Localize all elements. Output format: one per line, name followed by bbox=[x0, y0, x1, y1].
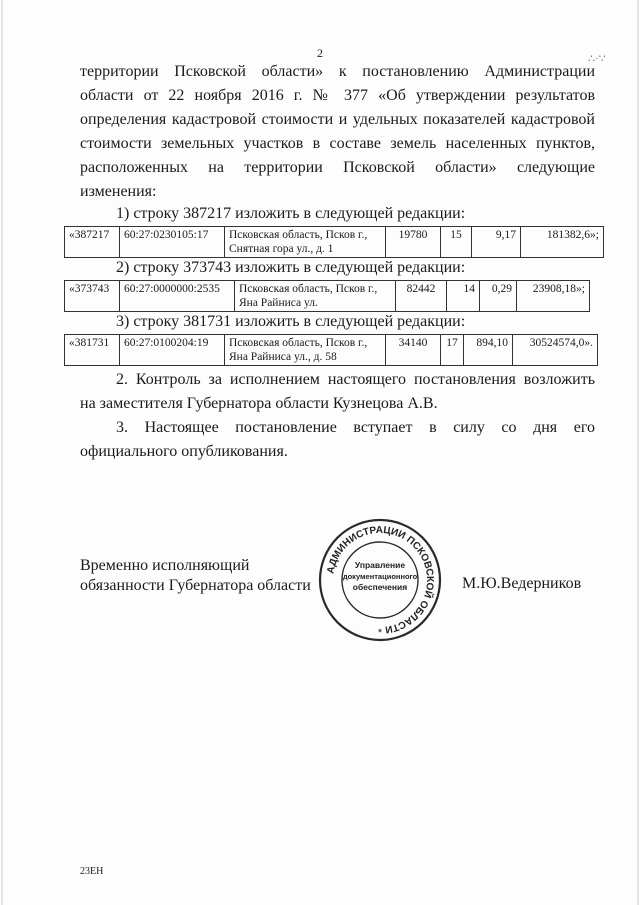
stamp-center-line: Управление bbox=[354, 560, 406, 570]
intro-paragraph bbox=[80, 60, 595, 204]
clause-line: 2. Контроль за исполнением настоящего постановления возложить bbox=[116, 371, 595, 388]
signer-title-line: Временно исполняющий bbox=[80, 557, 250, 574]
record-table bbox=[64, 226, 604, 258]
cadastral-number: 60:27:0100204:19 bbox=[120, 335, 225, 366]
record-id: «373743 bbox=[65, 281, 120, 312]
signer-name: М.Ю.Ведерников bbox=[462, 575, 582, 592]
value-cell: 82442 bbox=[396, 281, 447, 312]
cadastral-number: 60:27:0230105:17 bbox=[120, 227, 225, 258]
margin-scribble: ∴·∵ bbox=[588, 53, 606, 65]
item-heading: 3) строку 381731 изложить в следующей редакции: bbox=[116, 313, 466, 330]
intro-line: определения кадастровой стоимости и удельных показателей кадастровой bbox=[80, 111, 595, 128]
stamp-star: * bbox=[377, 627, 383, 639]
item-heading: 1) строку 387217 изложить в следующей редакции: bbox=[116, 205, 466, 222]
address-line: Псковская область, Псков г., bbox=[239, 283, 378, 295]
official-stamp bbox=[318, 518, 442, 642]
record-table bbox=[64, 334, 598, 366]
item-heading: 2) строку 373743 изложить в следующей редакции: bbox=[116, 259, 466, 276]
stamp-ring-text: АДМИНИСТРАЦИИ ПСКОВСКОЙ ОБЛАСТИ bbox=[325, 524, 436, 635]
record-id: «381731 bbox=[65, 335, 120, 366]
intro-line: стоимости земельных участков в составе земель населенных пунктов, bbox=[80, 135, 595, 152]
record-id: «387217 bbox=[65, 227, 120, 258]
intro-line: расположенных на территории Псковской области» следующие bbox=[80, 159, 595, 176]
table-row bbox=[65, 227, 604, 258]
value-cell: 23908,18»; bbox=[517, 281, 590, 312]
intro-line: области от 22 ноября 2016 г. № 377 «Об утверждении результатов bbox=[80, 87, 595, 104]
address-cell bbox=[225, 227, 386, 258]
value-cell: 30524574,0». bbox=[513, 335, 598, 366]
value-cell: 9,17 bbox=[472, 227, 521, 258]
address-line: Снятная гора ул., д. 1 bbox=[229, 243, 334, 255]
intro-line: территории Псковской области» к постановлению Администрации bbox=[80, 63, 595, 80]
value-cell: 15 bbox=[441, 227, 472, 258]
address-line: Псковская область, Псков г., bbox=[229, 337, 368, 349]
stamp-center-line: обеспечения bbox=[352, 582, 408, 592]
table-row bbox=[65, 335, 598, 366]
record-table bbox=[64, 280, 590, 312]
clause-line: 3. Настоящее постановление вступает в силу со дня его bbox=[116, 419, 595, 436]
address-cell bbox=[225, 335, 386, 366]
value-cell: 34140 bbox=[386, 335, 441, 366]
address-line: Яна Райниса ул. bbox=[239, 297, 318, 309]
value-cell: 14 bbox=[447, 281, 480, 312]
table-row bbox=[65, 281, 590, 312]
clause-line: на заместителя Губернатора области Кузнецова А.В. bbox=[80, 395, 438, 412]
address-line: Псковская область, Псков г., bbox=[229, 229, 368, 241]
cadastral-number: 60:27:0000000:2535 bbox=[120, 281, 235, 312]
page-edge-right bbox=[637, 0, 639, 905]
clause-2 bbox=[80, 368, 595, 416]
value-cell: 181382,6»; bbox=[521, 227, 604, 258]
address-line: Яна Райниса ул., д. 58 bbox=[229, 351, 337, 363]
signer-title bbox=[80, 556, 311, 596]
clause-line: официального опубликования. bbox=[80, 443, 288, 460]
signer-title-line: обязанности Губернатора области bbox=[80, 577, 311, 594]
stamp-center-line: документационного bbox=[342, 572, 418, 581]
value-cell: 19780 bbox=[386, 227, 441, 258]
clause-3 bbox=[80, 416, 595, 464]
page-number: 2 bbox=[317, 46, 323, 60]
value-cell: 894,10 bbox=[464, 335, 513, 366]
page-edge-left bbox=[1, 0, 3, 905]
value-cell: 17 bbox=[441, 335, 464, 366]
footer-code: 23EH bbox=[80, 866, 104, 877]
address-cell bbox=[235, 281, 396, 312]
intro-line: изменения: bbox=[80, 183, 157, 200]
value-cell: 0,29 bbox=[480, 281, 517, 312]
